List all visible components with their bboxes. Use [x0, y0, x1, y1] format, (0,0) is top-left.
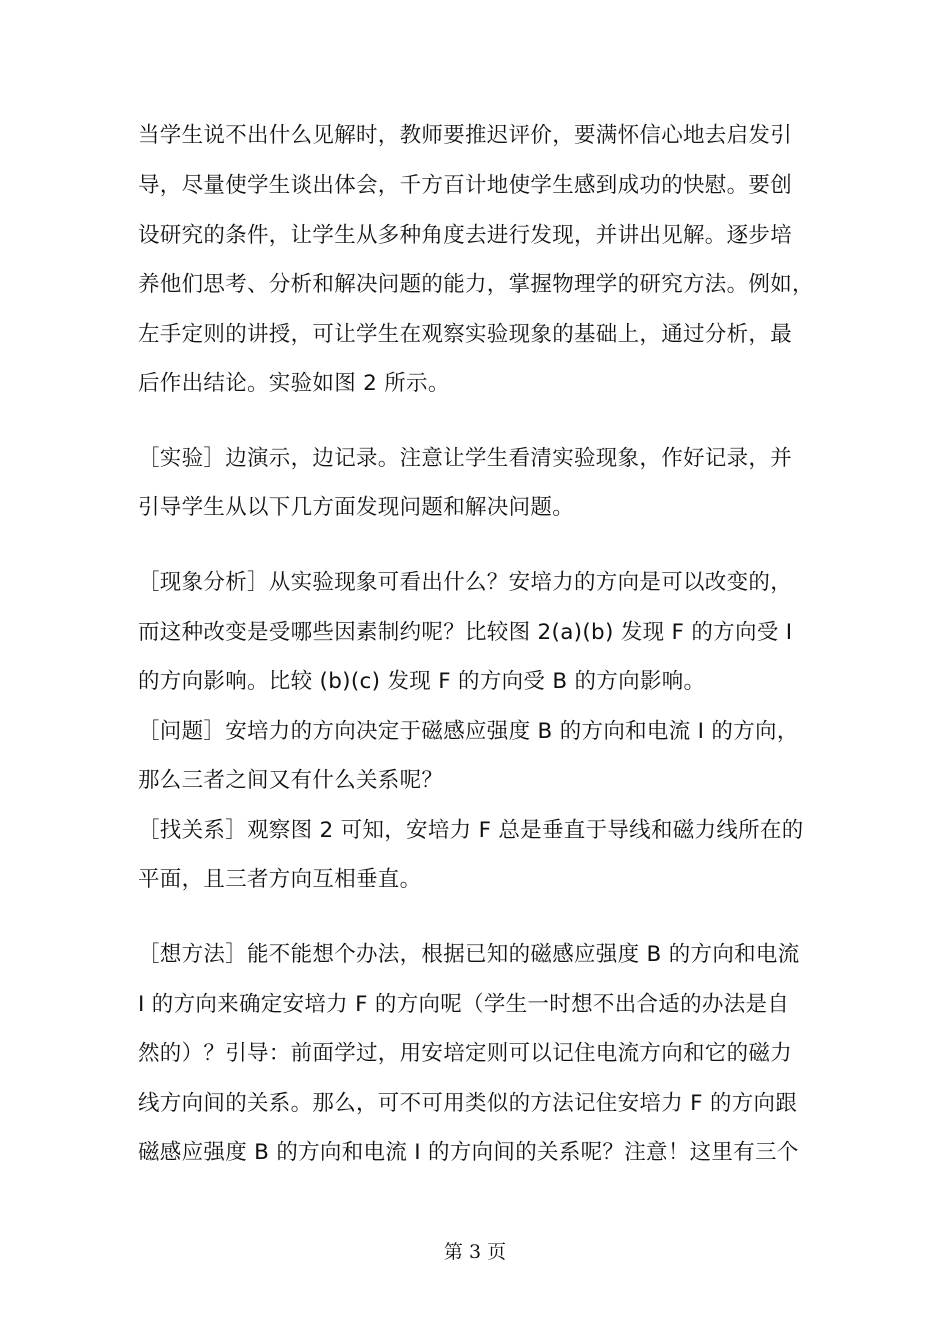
text-line: ［想方法］能不能想个办法，根据已知的磁感应强度 B 的方向和电流 [138, 942, 800, 967]
text-line: 线方向间的关系。那么，可不可用类似的方法记住安培力 F 的方向跟 [138, 1091, 798, 1116]
text-line: ［问题］安培力的方向决定于磁感应强度 B 的方向和电流 I 的方向， [138, 719, 799, 744]
text-line: 当学生说不出什么见解时，教师要推迟评价，要满怀信心地去启发引 [138, 123, 793, 148]
text-line: I 的方向来确定安培力 F 的方向呢（学生一时想不出合适的办法是自 [138, 992, 790, 1017]
text-line: 然的）？引导：前面学过，用安培定则可以记住电流方向和它的磁力 [138, 1041, 793, 1066]
text-line: 导，尽量使学生谈出体会，千方百计地使学生感到成功的快慰。要创 [138, 173, 793, 198]
text-line: 而这种改变是受哪些因素制约呢？比较图 2(a)(b) 发现 F 的方向受 I [138, 620, 793, 645]
text-line: 左手定则的讲授，可让学生在观察实验现象的基础上，通过分析，最 [138, 322, 793, 347]
text-line: 磁感应强度 B 的方向和电流 I 的方向间的关系呢？注意！这里有三个 [138, 1140, 799, 1165]
text-line: 平面，且三者方向互相垂直。 [138, 867, 422, 892]
text-line: 引导学生从以下几方面发现问题和解决问题。 [138, 495, 575, 520]
text-line: 的方向影响。比较 (b)(c) 发现 F 的方向受 B 的方向影响。 [138, 669, 706, 694]
text-line: 养他们思考、分析和解决问题的能力，掌握物理学的研究方法。例如， [138, 272, 814, 297]
text-line: ［实验］边演示，边记录。注意让学生看清实验现象，作好记录，并 [138, 446, 793, 471]
text-line: 后作出结论。实验如图 2 所示。 [138, 371, 450, 396]
page-number: 第 3 页 [443, 1241, 507, 1263]
text-line: ［现象分析］从实验现象可看出什么？安培力的方向是可以改变的， [138, 570, 793, 595]
text-line: 设研究的条件，让学生从多种角度去进行发现，并讲出见解。逐步培 [138, 223, 793, 248]
text-line: 那么三者之间又有什么关系呢？ [138, 768, 444, 793]
text-line: ［找关系］观察图 2 可知，安培力 F 总是垂直于导线和磁力线所在的 [138, 818, 804, 843]
